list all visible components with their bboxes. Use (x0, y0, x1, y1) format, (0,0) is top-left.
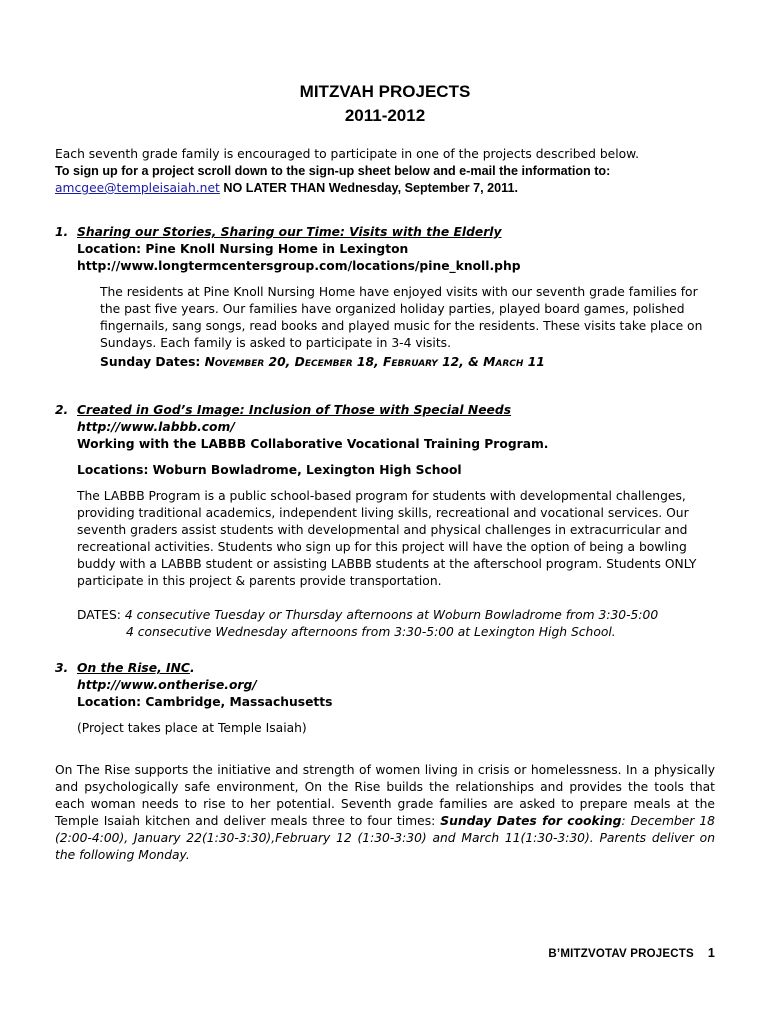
project-3-dates-label: Sunday Dates for cooking (440, 814, 622, 828)
footer-label: B’MITZVOTAV PROJECTS (548, 948, 694, 960)
page-footer (548, 946, 715, 960)
project-2-url[interactable]: http://www.labbb.com/ (77, 420, 235, 434)
project-1-location: Location: Pine Knoll Nursing Home in Lexington (77, 242, 409, 256)
project-3-note: (Project takes place at Temple Isaiah) (77, 721, 307, 735)
project-3-location: Location: Cambridge, Massachusetts (77, 695, 333, 709)
intro-text: Each seventh grade family is encouraged to participate in one of the projects described below. (55, 147, 639, 161)
project-2-dates-2: 4 consecutive Wednesday afternoons from 3:30-5:00 at Lexington High School. (126, 625, 616, 639)
project-2-description: The LABBB Program is a public school-based program for students with developmental challenges, providing traditional academics, independent living skills, recreational and vocational services. Our seventh graders assist students with developmental and physical challenges in extracurricular and recreational activities. Students who sign up for this project will have the option of being a bowling buddy with a LABBB student or assisting LABBB students at the afterschool program. Students ONLY participate in this project & parents provide transportation. (77, 489, 697, 588)
signup-deadline: NO LATER THAN Wednesday, September 7, 2011. (219, 181, 518, 195)
signup-instructions: To sign up for a project scroll down to the sign-up sheet below and e-mail the information to: (55, 164, 611, 178)
project-1-description: The residents at Pine Knoll Nursing Home have enjoyed visits with our seventh grade families for the past five years. Our families have organized holiday parties, played board games, polished fingernails, sang songs, read books and played music for the residents. These visits take place on Sundays. Each family is asked to participate in 3-4 visits. (100, 285, 703, 350)
page-number: 1 (707, 946, 715, 960)
project-1-number: 1. (55, 225, 69, 239)
project-3-title-period: . (189, 661, 195, 675)
email-link[interactable]: amcgee@templeisaiah.net (55, 181, 220, 195)
project-3-url[interactable]: http://www.ontherise.org/ (77, 678, 257, 692)
project-3-description (55, 762, 715, 864)
project-2-title: Created in God’s Image: Inclusion of Those with Special Needs (77, 403, 512, 417)
page-subtitle-years: 2011-2012 (344, 106, 426, 125)
project-1-dates-label: Sunday Dates: (100, 355, 205, 369)
project-2-dates-label: DATES: (77, 608, 125, 622)
project-3-description-text: On The Rise supports the initiative and strength of women living in crisis or homelessness. In a physically and psychologically safe environment, On the Rise builds the relationships and provides the tools that each woman needs to rise to her potential. Seventh grade families are asked to prepare meals at the Temple Isaiah kitchen and deliver meals three to four times: (55, 763, 715, 828)
project-1-title: Sharing our Stories, Sharing our Time: Visits with the Elderly (77, 225, 502, 239)
project-1-url[interactable]: http://www.longtermcentersgroup.com/locations/pine_knoll.php (77, 259, 521, 273)
project-2-locations: Locations: Woburn Bowladrome, Lexington High School (77, 463, 462, 477)
page-title: MITZVAH PROJECTS (299, 82, 471, 101)
project-2-program: Working with the LABBB Collaborative Vocational Training Program. (77, 437, 549, 451)
project-3-title: On the Rise, INC (77, 661, 190, 675)
project-3-heading (77, 660, 195, 677)
project-1-dates (100, 354, 545, 371)
signup-contact (55, 180, 518, 197)
project-1-dates-value: November 20, December 18, February 12, & March 11 (204, 355, 545, 369)
project-2-number: 2. (55, 403, 69, 417)
project-3-number: 3. (55, 661, 69, 675)
project-2-dates (77, 607, 658, 624)
project-2-dates-1: 4 consecutive Tuesday or Thursday afternoons at Woburn Bowladrome from 3:30-5:00 (124, 608, 659, 622)
project-3-dates: : December 18 (2:00-4:00), January 22(1:30-3:30),February 12 (1:30-3:30) and March 11(1:30-3:30). Parents deliver on the following Monday. (55, 814, 715, 862)
